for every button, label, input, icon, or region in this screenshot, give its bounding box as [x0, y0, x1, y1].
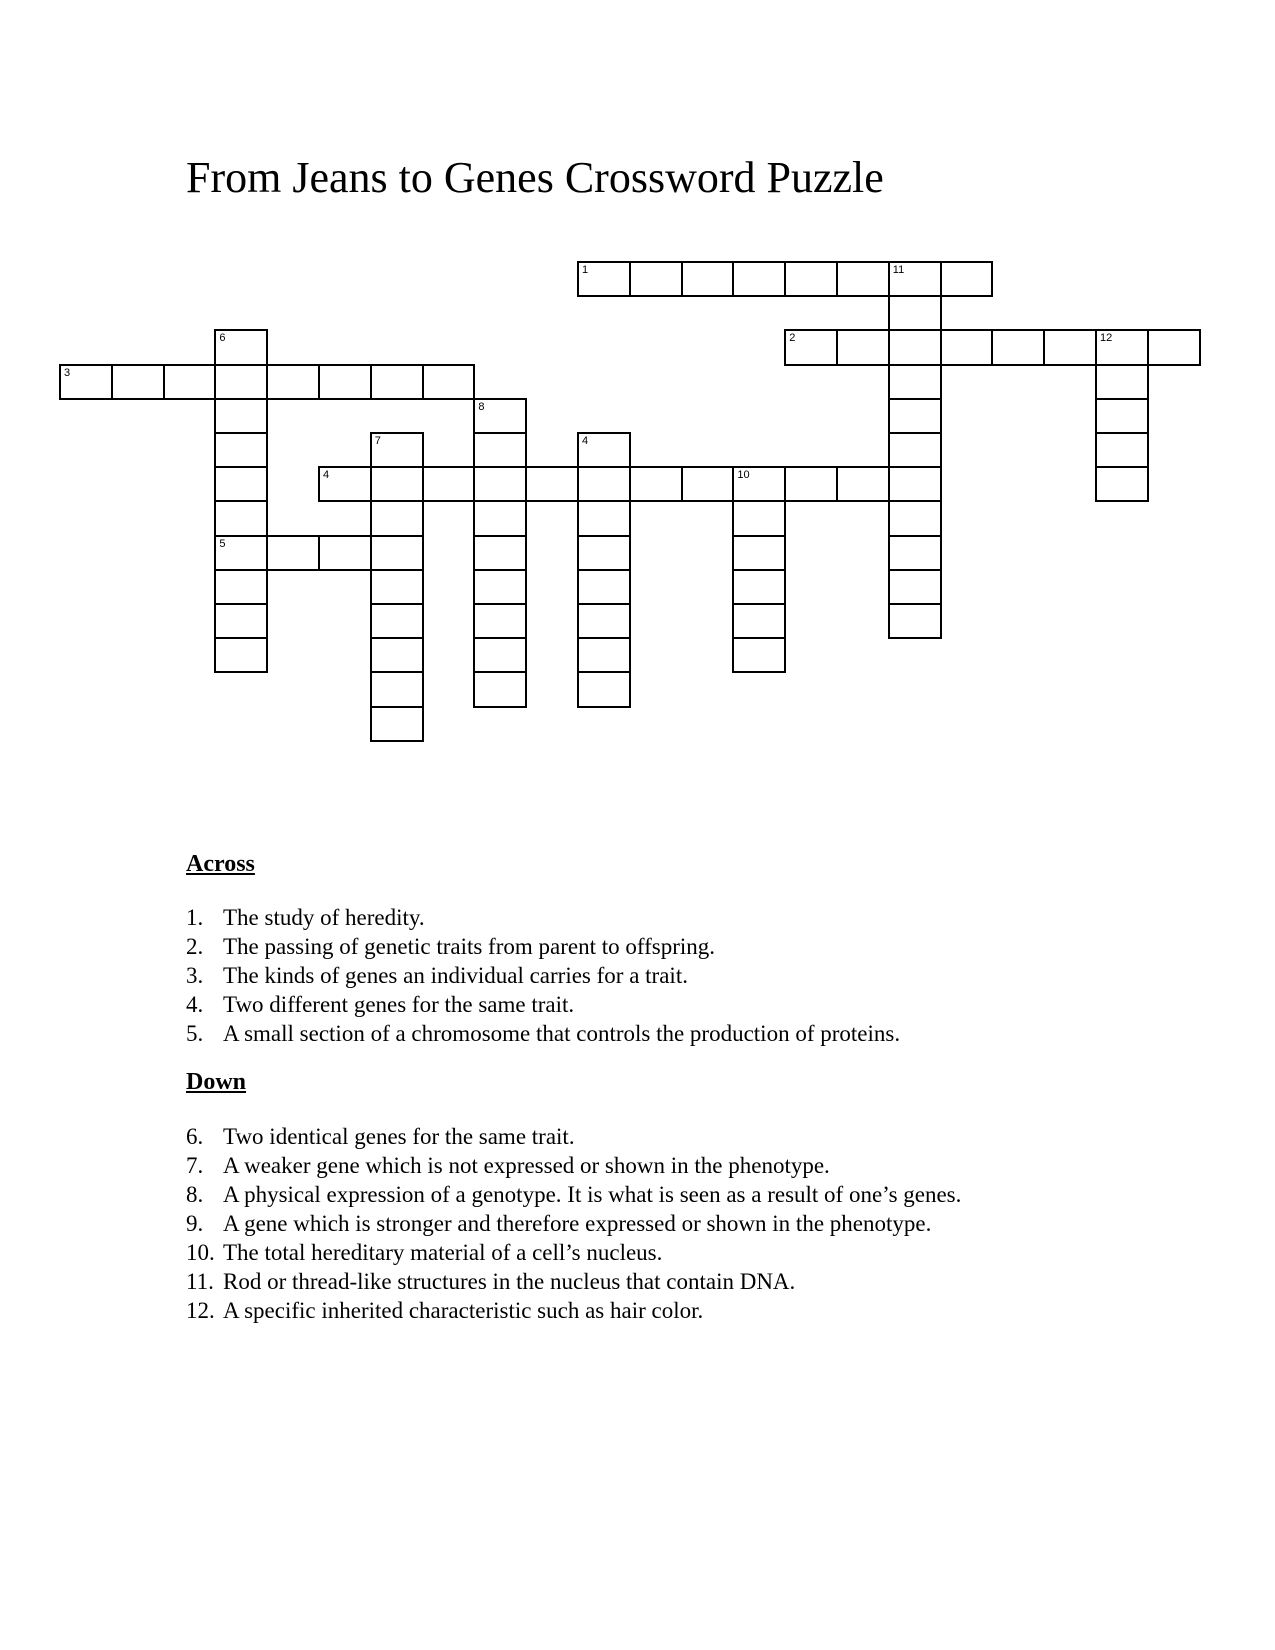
crossword-cell[interactable] [473, 466, 527, 502]
crossword-cell[interactable] [940, 261, 994, 297]
crossword-cell[interactable] [888, 261, 942, 297]
clue-text: A weaker gene which is not expressed or shown in the phenotype. [223, 1153, 830, 1178]
crossword-cell[interactable] [732, 603, 786, 639]
cell-number: 1 [582, 264, 589, 276]
crossword-cell[interactable] [473, 671, 527, 707]
crossword-cell[interactable] [836, 329, 890, 365]
crossword-cell[interactable] [629, 466, 683, 502]
cell-number: 10 [737, 469, 750, 482]
clue-text: A small section of a chromosome that controls the production of proteins. [223, 1021, 901, 1046]
down-clue [186, 1238, 961, 1267]
clue-text: Two different genes for the same trait. [223, 992, 575, 1017]
crossword-cell[interactable] [473, 500, 527, 536]
crossword-cell[interactable] [1095, 466, 1149, 502]
down-clue [186, 1267, 961, 1296]
crossword-cell[interactable] [370, 671, 424, 707]
crossword-cell[interactable] [1147, 329, 1201, 365]
crossword-cell[interactable] [940, 329, 994, 365]
clue-number: 9. [186, 1211, 204, 1236]
crossword-cell[interactable] [888, 535, 942, 571]
crossword-cell[interactable] [370, 432, 424, 468]
cell-number: 8 [478, 400, 485, 413]
crossword-cell[interactable] [577, 637, 631, 673]
crossword-cell[interactable] [111, 364, 165, 400]
crossword-cell[interactable] [888, 329, 942, 365]
crossword-cell[interactable] [214, 500, 268, 536]
crossword-cell[interactable] [888, 500, 942, 536]
crossword-cell[interactable] [888, 603, 942, 639]
cell-number: 7 [374, 435, 381, 447]
crossword-cell[interactable] [784, 329, 838, 365]
clue-text: The passing of genetic traits from parent to offspring. [223, 934, 716, 959]
crossword-cell[interactable] [370, 466, 424, 502]
crossword-cell[interactable] [214, 398, 268, 434]
crossword-cell[interactable] [266, 364, 320, 400]
crossword-cell[interactable] [473, 637, 527, 673]
crossword-cell[interactable] [732, 261, 786, 297]
crossword-cell[interactable] [525, 466, 579, 502]
crossword-cell[interactable] [577, 569, 631, 605]
crossword-cell[interactable] [836, 261, 890, 297]
cell-number: 3 [64, 366, 71, 379]
crossword-cell[interactable] [577, 603, 631, 639]
crossword-cell[interactable] [1095, 398, 1149, 434]
across-clue [186, 1019, 900, 1048]
clue-number: 6. [186, 1124, 204, 1149]
crossword-cell[interactable] [681, 466, 735, 502]
crossword-cell[interactable] [163, 364, 217, 400]
crossword-cell[interactable] [422, 364, 476, 400]
down-clue [186, 1180, 961, 1209]
across-clue [186, 990, 900, 1019]
crossword-cell[interactable] [266, 535, 320, 571]
clue-text: Rod or thread-like structures in the nucleus that contain DNA. [223, 1269, 796, 1294]
crossword-cell[interactable] [577, 500, 631, 536]
crossword-cell[interactable] [214, 569, 268, 605]
cell-number: 5 [219, 537, 226, 550]
clue-number: 8. [186, 1182, 204, 1207]
clue-text: A gene which is stronger and therefore expressed or shown in the phenotype. [223, 1211, 932, 1236]
crossword-cell[interactable] [59, 364, 113, 400]
cell-number: 4 [323, 469, 330, 482]
crossword-cell[interactable] [473, 398, 527, 434]
crossword-cell[interactable] [1043, 329, 1097, 365]
crossword-cell[interactable] [732, 466, 786, 502]
clue-number: 4. [186, 992, 204, 1017]
crossword-cell[interactable] [214, 603, 268, 639]
clue-number: 5. [186, 1021, 204, 1046]
crossword-cell[interactable] [1095, 432, 1149, 468]
down-clue [186, 1151, 961, 1180]
cell-number: 12 [1100, 332, 1113, 345]
crossword-cell[interactable] [214, 364, 268, 400]
clue-number: 10. [186, 1240, 215, 1265]
across-clue [186, 961, 900, 990]
crossword-cell[interactable] [214, 466, 268, 502]
crossword-cell[interactable] [577, 671, 631, 707]
crossword-cell[interactable] [1095, 329, 1149, 365]
cell-number: 6 [219, 332, 226, 345]
clue-number: 7. [186, 1153, 204, 1178]
crossword-cell[interactable] [629, 261, 683, 297]
crossword-cell[interactable] [577, 466, 631, 502]
clue-text: A physical expression of a genotype. It is what is seen as a result of one’s genes. [223, 1182, 962, 1207]
crossword-cell[interactable] [473, 569, 527, 605]
clue-text: A specific inherited characteristic such as hair color. [223, 1298, 704, 1323]
crossword-cell[interactable] [888, 398, 942, 434]
crossword-cell[interactable] [422, 466, 476, 502]
crossword-cell[interactable] [888, 569, 942, 605]
crossword-cell[interactable] [577, 432, 631, 468]
crossword-cell[interactable] [473, 603, 527, 639]
cell-number: 11 [892, 264, 905, 276]
across-clues [186, 903, 900, 1048]
down-clue [186, 1209, 961, 1238]
crossword-cell[interactable] [888, 466, 942, 502]
crossword-cell[interactable] [1095, 364, 1149, 400]
page-title: From Jeans to Genes Crossword Puzzle [186, 153, 884, 202]
crossword-cell[interactable] [991, 329, 1045, 365]
crossword-cell[interactable] [681, 261, 735, 297]
clue-number: 2. [186, 934, 204, 959]
crossword-cell[interactable] [370, 364, 424, 400]
across-heading: Across [186, 851, 255, 877]
clue-text: The total hereditary material of a cell’s nucleus. [223, 1240, 663, 1265]
crossword-cell[interactable] [732, 535, 786, 571]
down-clues [186, 1122, 961, 1325]
down-clue [186, 1296, 961, 1325]
clue-number: 1. [186, 905, 204, 930]
crossword-cell[interactable] [214, 329, 268, 365]
crossword-cell[interactable] [473, 535, 527, 571]
crossword-cell[interactable] [732, 569, 786, 605]
crossword-cell[interactable] [370, 569, 424, 605]
down-clue [186, 1122, 961, 1151]
crossword-cell[interactable] [888, 364, 942, 400]
cell-number: 4 [582, 435, 589, 447]
crossword-cell[interactable] [318, 364, 372, 400]
crossword-cell[interactable] [577, 261, 631, 297]
crossword-cell[interactable] [370, 603, 424, 639]
crossword-cell[interactable] [370, 637, 424, 673]
crossword-cell[interactable] [473, 432, 527, 468]
crossword-cell[interactable] [214, 535, 268, 571]
crossword-grid [0, 0, 1275, 800]
crossword-cell[interactable] [318, 535, 372, 571]
crossword-cell[interactable] [214, 432, 268, 468]
crossword-cell[interactable] [784, 466, 838, 502]
down-heading: Down [186, 1069, 247, 1095]
clue-number: 12. [186, 1298, 215, 1323]
crossword-cell[interactable] [732, 500, 786, 536]
crossword-cell[interactable] [577, 535, 631, 571]
across-clue [186, 903, 900, 932]
cell-number: 2 [789, 332, 796, 345]
crossword-cell[interactable] [836, 466, 890, 502]
across-clue [186, 932, 900, 961]
crossword-cell[interactable] [370, 500, 424, 536]
crossword-cell[interactable] [370, 706, 424, 742]
crossword-cell[interactable] [318, 466, 372, 502]
clue-number: 11. [186, 1269, 214, 1294]
clue-number: 3. [186, 963, 204, 988]
crossword-cell[interactable] [784, 261, 838, 297]
crossword-cell[interactable] [370, 535, 424, 571]
clue-text: Two identical genes for the same trait. [223, 1124, 575, 1149]
crossword-cell[interactable] [214, 637, 268, 673]
clue-text: The study of heredity. [223, 905, 425, 930]
clue-text: The kinds of genes an individual carries for a trait. [223, 963, 688, 988]
crossword-cell[interactable] [888, 295, 942, 331]
crossword-cell[interactable] [888, 432, 942, 468]
crossword-cell[interactable] [732, 637, 786, 673]
